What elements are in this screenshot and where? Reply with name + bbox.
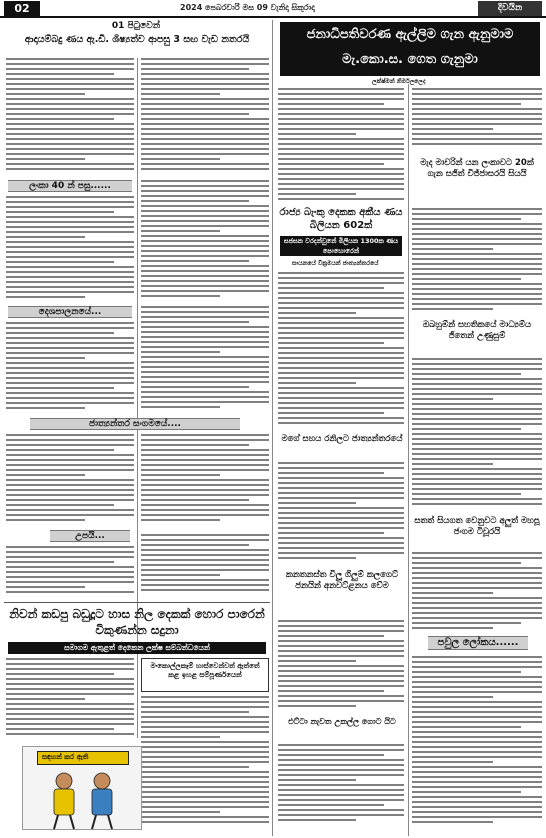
right-col-body-final (412, 656, 542, 832)
photo-badge (37, 751, 129, 765)
lead-headline-line-1: ජනාධිපතිවරණ ඇල්ලිම ගැන ඇනුමාම (306, 27, 514, 42)
article1-body-col10 (141, 534, 269, 600)
running-header (0, 0, 546, 18)
column-divider-left (272, 20, 273, 836)
article2-deck: සමාගම ඇතුළත් දෙකෙන ලක්ෂ සම්බන්ධයෙන් (8, 642, 266, 654)
right-article2-title: ඔබහුම්න් සහතිකයේ මාධ්‍යම්ය ජිතෙන් උණුසුම් (422, 320, 532, 341)
vaavi-article-title: එට්ටා නැවත උකල්ල ගොට යිට (288, 717, 396, 726)
cartoon-photo (22, 746, 142, 830)
masthead: දිවයින (478, 1, 542, 16)
section-band-4: උපයි... (50, 530, 130, 542)
article1-body-col3 (6, 196, 134, 302)
column-divider-right (408, 84, 409, 836)
right-col-body-1 (412, 88, 542, 154)
section-band-right: පවුල ලෝකය...... (428, 636, 528, 650)
right-article1-body (412, 208, 542, 318)
lead-body-col1 (278, 88, 404, 204)
bank-article-sub: සජසන වරදන්වුනේ මිලියන 1300ක ණය පොහොරෙන් (280, 236, 402, 256)
article1-body-col1 (6, 58, 134, 176)
inset-title: මංකොල්ලකෑම් හාස්වෙන්වත් ඇත්තේ කළ ඉහළ සම්පූර්ණයෙන් (150, 662, 260, 679)
article1-body-col5 (6, 322, 134, 414)
kona-article-body (278, 620, 404, 714)
lead-headline-line-2: මැ.කො.ස. ගෙත ගැනුමා (342, 52, 478, 67)
kona-article-title: කනතනස්ත විලූ ගිලුම් කලගෙට් ජනයින් අනවට්ළනය වේම (285, 570, 399, 591)
photo-badge-label: සඳහන් කර ඇති (42, 753, 89, 761)
date-line: 2024 පෙබරවාරි මස 09 වැනිදා සිකුරාදා (180, 3, 315, 12)
article1-kicker: 01 පිටුවෙන් (111, 21, 161, 31)
cartoon-figures-icon (24, 767, 142, 831)
inset-box (141, 658, 269, 692)
rule-left-1 (4, 602, 270, 603)
lead-headline-box (280, 22, 540, 76)
right-article2-body (412, 358, 542, 514)
right-article3-body (412, 552, 542, 632)
section-band-1: ලංකා 40 න් පසු...... (8, 180, 132, 192)
article2-body-col2 (141, 696, 269, 832)
article2-body-col1 (6, 658, 134, 742)
article1-title: ආදායම්බදු ණය ඇ.ඩී. ශිෂ්‍යත්ව ආපසු 3 සඟ වැඩ නතරයි (24, 34, 250, 45)
article1-body-col6 (141, 306, 269, 414)
mage-article-title: මගේ සහය රනිලට ජාත්‍යන්තරයේ (281, 434, 403, 444)
page-number: 02 (4, 1, 40, 16)
right-article3-title: සතත් සියගත වෙනුවට අලුත් මහපූ ජංගම ටිවූරයි (414, 516, 540, 537)
article2-title: නිවන් කඩපු බඩුදූට හාස නිල දෙකක් හොර පාරෙන් විකුණන්න සදුනා (9, 607, 265, 637)
section-band-3: ජාත්‍යන්තර සංගමයේ.... (30, 418, 240, 430)
bank-article-body (278, 272, 404, 430)
article1-body-col4 (141, 180, 269, 302)
lead-byline: ලක්ෂ්මන් නිර්මලලෙද (372, 78, 426, 85)
right-article1-title: මැද මාවරින් යන ලංකාවට 20ක් ගැන සජිත් විජ්ජාසරයි සියයි (420, 158, 534, 179)
article1-body-col2 (141, 58, 269, 176)
section-band-2: දෙශපාලනයේ... (8, 306, 132, 318)
article1-body-col7 (6, 434, 134, 526)
bank-article-title: රාජ්‍ය බැංකු දෙකක අකීය ණය බිලියන 602ක් (279, 207, 403, 231)
mage-article-body (278, 462, 404, 566)
article1-body-col9 (6, 546, 134, 600)
article1-body-col8 (141, 434, 269, 526)
bank-article-byline: සායනයේ වික්‍රමයන් ජාත්‍යන්තරයේ (292, 260, 379, 267)
vaavi-article-body (278, 744, 404, 832)
